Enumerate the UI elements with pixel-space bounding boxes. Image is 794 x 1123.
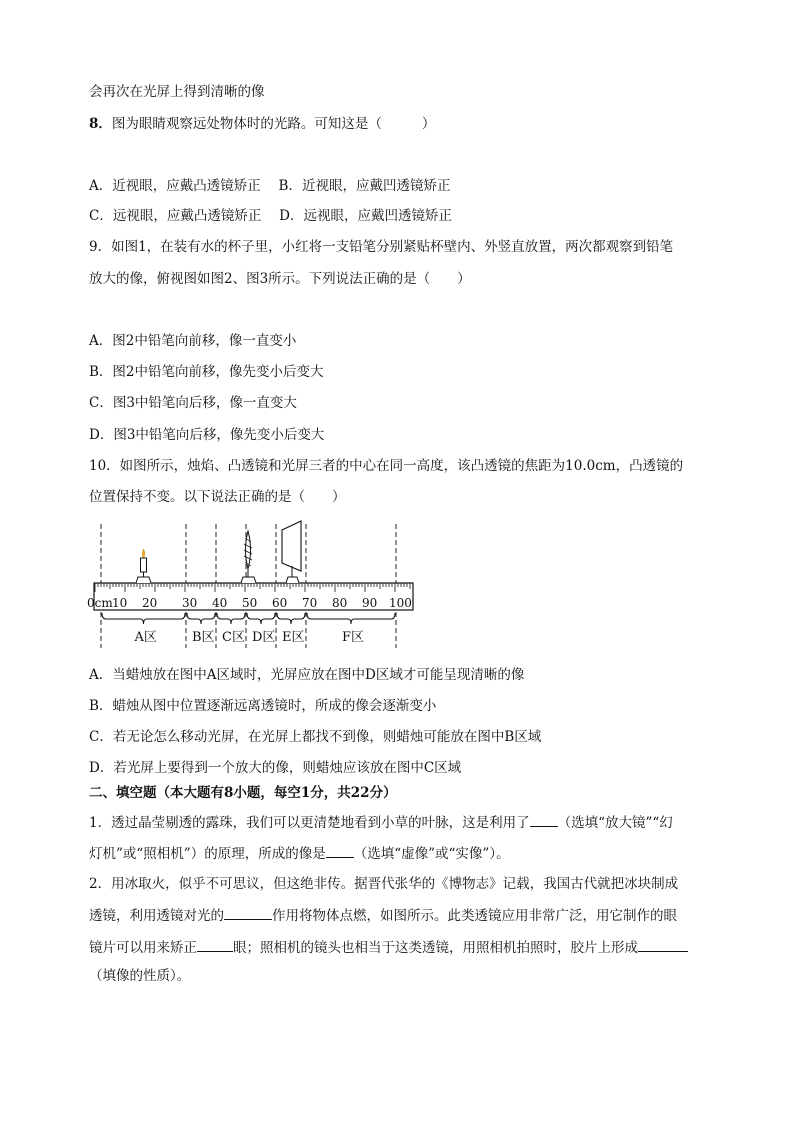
- question-paren-close: ）: [421, 116, 436, 132]
- option-row: C．远视眼，应戴凸透镜矫正 D．远视眼，应戴凹透镜矫正: [89, 208, 452, 224]
- fill-question-1-line-2: [89, 843, 510, 864]
- tick-label: 90: [362, 596, 378, 610]
- question-9-line-1: 9．如图1，在装有水的杯子里，小红将一支铅笔分别紧贴杯壁内、外竖直放置，两次都观察到铅笔: [89, 239, 674, 255]
- answer-blank: [197, 937, 233, 952]
- text-segment: 作用将物体点燃，如图所示。此类透镜应用非常广泛，用它制作的眼: [272, 908, 677, 924]
- zone-label: A区: [134, 630, 157, 645]
- text-segment: 透镜，利用透镜对光的: [89, 908, 224, 924]
- zone-label: E区: [282, 630, 305, 645]
- option-b: B．图2中铅笔向前移，像先变小后变大: [89, 364, 324, 380]
- optical-bench-figure: [86, 516, 420, 656]
- question-9-line-2: 放大的像，俯视图如图2、图3所示。下列说法正确的是（ ）: [89, 271, 471, 287]
- zone-brace: [217, 613, 245, 624]
- question-8: [89, 114, 435, 134]
- tick-label: 70: [302, 596, 318, 610]
- tick-label: 0cm: [87, 596, 113, 610]
- text-segment: （选填“虚像”或“实像”）。: [353, 846, 510, 862]
- flame-icon: [142, 549, 145, 558]
- option-a: A．图2中铅笔向前移，像一直变小: [89, 333, 297, 349]
- zone-brace: [307, 613, 395, 624]
- answer-blank: [326, 843, 354, 858]
- fill-question-2-line-3: [89, 937, 688, 958]
- question-10-line-2: 位置保持不变。以下说法正确的是（ ）: [89, 489, 346, 505]
- tick-label: 40: [212, 596, 228, 610]
- zone-braces: [102, 613, 395, 624]
- option-a: A．当蜡烛放在图中A区域时，光屏应放在图中D区域才可能呈现清晰的像: [89, 667, 525, 683]
- text-line: 会再次在光屏上得到清晰的像: [89, 84, 265, 100]
- answer-blank: [638, 937, 688, 952]
- text-segment: 眼；照相机的镜头也相当于这类透镜，用照相机拍照时，胶片上形成: [233, 940, 638, 956]
- answer-blank: [530, 812, 558, 827]
- light-screen: [282, 521, 301, 583]
- fill-question-2-line-4: （填像的性质）。: [89, 968, 191, 984]
- tick-label: 20: [142, 596, 158, 610]
- tick-label: 50: [242, 596, 258, 610]
- zone-label: D区: [252, 630, 276, 645]
- option-b: B．蜡烛从图中位置逐渐远离透镜时，所成的像会逐渐变小: [89, 698, 437, 714]
- option-row: A．近视眼，应戴凸透镜矫正 B．近视眼，应戴凹透镜矫正: [89, 178, 451, 194]
- text-segment: 1．透过晶莹剔透的露珠，我们可以更清楚地看到小草的叶脉，这是利用了: [89, 815, 530, 831]
- text-segment: （选填“放大镜”“幻: [557, 815, 673, 831]
- fill-question-2-line-2: [89, 905, 677, 926]
- tick-label: 10: [112, 596, 128, 610]
- zone-brace: [277, 613, 305, 624]
- fill-question-1-line-1: [89, 812, 673, 833]
- zone-labels: [134, 630, 365, 645]
- fill-question-2-line-1: 2．用冰取火，似乎不可思议，但这绝非传。据晋代张华的《博物志》记载，我国古代就把冰块制成: [89, 876, 679, 892]
- question-10-line-1: 10．如图所示，烛焰、凸透镜和光屏三者的中心在同一高度，该凸透镜的焦距为10.0cm，凸透镜的: [89, 458, 684, 474]
- text-segment: 灯机”或“照相机”）的原理，所成的像是: [89, 846, 326, 862]
- text-segment: 镜片可以用来矫正: [89, 940, 197, 956]
- zone-brace: [247, 613, 275, 624]
- option-c: C．若无论怎么移动光屏，在光屏上都找不到像，则蜡烛可能放在图中B区域: [89, 729, 542, 745]
- zone-label: C区: [222, 630, 245, 645]
- tick-label: 60: [272, 596, 288, 610]
- question-number: 8．: [89, 116, 112, 132]
- section-heading: 二、填空题（本大题有8小题，每空1分，共22分）: [89, 785, 397, 801]
- zone-label: B区: [192, 630, 215, 645]
- question-text: 图为眼睛观察远处物体时的光路。可知这是（: [111, 116, 382, 132]
- option-d: D．图3中铅笔向后移，像先变小后变大: [89, 427, 325, 443]
- tick-label: 80: [332, 596, 348, 610]
- convex-lens: [241, 531, 256, 583]
- candle: [136, 549, 151, 583]
- answer-blank: [224, 905, 272, 920]
- zone-brace: [187, 613, 215, 624]
- zone-label: F区: [342, 630, 365, 645]
- tick-label: 100: [389, 596, 412, 610]
- tick-label: 30: [182, 596, 198, 610]
- option-d: D．若光屏上要得到一个放大的像，则蜡烛应该放在图中C区域: [89, 760, 462, 776]
- option-c: C．图3中铅笔向后移，像一直变大: [89, 395, 297, 411]
- zone-brace: [102, 613, 185, 624]
